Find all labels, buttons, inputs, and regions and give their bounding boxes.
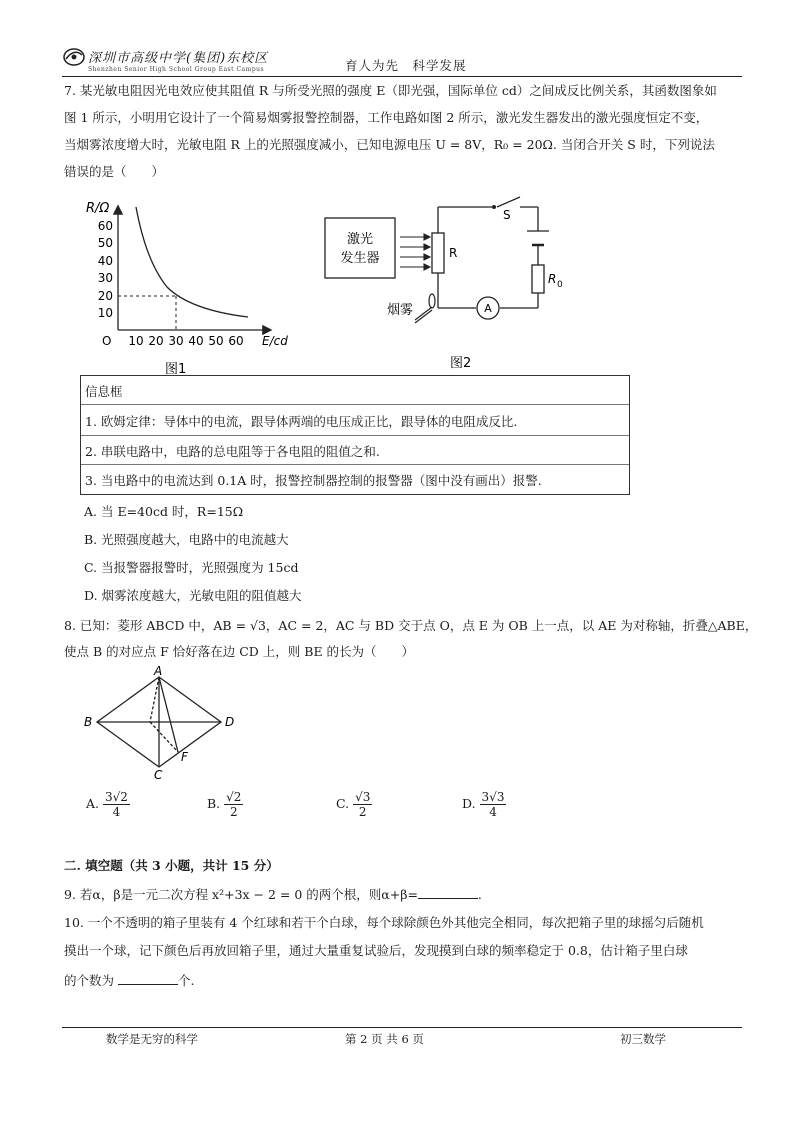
q8-line-2: 使点 B 的对应点 F 恰好落在边 CD 上，则 BE 的长为（ ） xyxy=(64,644,415,659)
school-name: 深圳市高级中学(集团)东校区 xyxy=(88,51,269,66)
q10-line-1: 10. 一个不透明的箱子里装有 4 个红球和若干个白球，每个球除颜色外其他完全相同，每次把箱子里的球摇匀后随机 xyxy=(64,915,704,930)
fig2-smoke-label: 烟雾 xyxy=(387,303,414,318)
q10-answer-blank[interactable] xyxy=(118,972,178,985)
header-rule xyxy=(62,76,742,77)
infobox-separator xyxy=(81,435,629,436)
fig2-photoresistor xyxy=(432,233,444,273)
rhombus-label-a: A xyxy=(154,665,163,678)
q8-option-a-den: 4 xyxy=(112,805,121,819)
q7-figure-2 xyxy=(320,195,580,375)
school-emblem-icon xyxy=(62,46,86,68)
school-logo xyxy=(62,46,86,68)
rhombus-label-b: B xyxy=(84,715,93,729)
header-motto: 育人为先 科学发展 xyxy=(345,58,467,73)
fig1-caption: 图1 xyxy=(165,362,187,377)
fig2-s-label: S xyxy=(503,208,511,222)
q7-option-b: B. 光照强度越大，电路中的电流越大 xyxy=(84,532,289,547)
infobox-item-3: 3. 当电路中的电流达到 0.1A 时，报警控制器控制的报警器（图中没有画出）报警. xyxy=(85,473,542,488)
fig1-ytick-20: 20 xyxy=(97,289,113,303)
rhombus-label-f: F xyxy=(181,750,188,764)
fold-line-ae xyxy=(150,677,159,722)
fig2-laser-text-2: 发生器 xyxy=(340,251,380,266)
fig2-caption: 图2 xyxy=(450,356,472,371)
fig2-r0-label: R xyxy=(548,272,557,286)
fig1-xtick-40: 40 xyxy=(188,334,204,348)
fig2-laser-box xyxy=(325,218,395,278)
q10-line-2: 摸出一个球，记下颜色后再放回箱子里，通过大量重复试验后，发现摸到白球的频率稳定于 0.8，估计箱子里白球 xyxy=(64,943,688,958)
q7-option-c: C. 当报警器报警时，光照强度为 15cd xyxy=(84,560,299,575)
fig2-r0-resistor xyxy=(532,265,544,293)
q8-option-c xyxy=(336,790,372,819)
q7-infobox xyxy=(80,375,630,495)
fig1-xtick-20: 20 xyxy=(148,334,164,348)
q8-option-a-num: 3√2 xyxy=(105,790,128,804)
q9-answer-blank[interactable] xyxy=(418,886,478,899)
q10-text-end: 个. xyxy=(177,973,195,988)
q8-line-1: 8. 已知：菱形 ABCD 中，AB = √3，AC = 2，AC 与 BD 交于点 O，点 E 为 OB 上一点，以 AE 为对称轴，折叠△ABE， xyxy=(64,618,758,633)
q7-option-d: D. 烟雾浓度越大，光敏电阻的阻值越大 xyxy=(84,588,302,603)
q8-option-d-label: D. xyxy=(462,796,476,811)
q8-option-c-num: √3 xyxy=(355,790,371,804)
fig2-battery xyxy=(527,231,549,245)
fig2-ammeter-label: A xyxy=(484,302,492,315)
q8-option-c-fraction xyxy=(353,790,372,819)
q7-option-a: A. 当 E=40cd 时，R=15Ω xyxy=(84,504,244,519)
fig2-laser-text-1: 激光 xyxy=(346,232,374,247)
q7-line-2: 图 1 所示，小明用它设计了一个简易烟雾报警控制器，工作电路如图 2 所示，激光发生器发出的激光强度恒定不变， xyxy=(64,110,709,125)
q8-option-d-num: 3√3 xyxy=(481,790,505,804)
q7-line-3: 当烟雾浓度增大时，光敏电阻 R 上的光照强度减小，已知电源电压 U = 8V，R₀ = 20Ω. 当闭合开关 S 时，下列说法 xyxy=(64,137,715,152)
infobox-item-1: 1. 欧姆定律：导体中的电流，跟导体两端的电压成正比，跟导体的电阻成反比. xyxy=(85,414,518,429)
fig1-ytick-40: 40 xyxy=(97,254,113,268)
fig2-laser-beams xyxy=(400,234,430,270)
fig1-xtick-10: 10 xyxy=(128,334,144,348)
fig2-switch-contact xyxy=(492,205,496,209)
q7-line-4: 错误的是（ ） xyxy=(64,164,165,179)
rhombus-label-c: C xyxy=(154,768,163,780)
fig1-ylabel: R/Ω xyxy=(86,201,110,216)
fig1-xtick-50: 50 xyxy=(208,334,224,348)
q8-option-b xyxy=(207,790,243,819)
q8-figure-rhombus xyxy=(80,665,250,780)
q7-figure-1 xyxy=(80,195,310,380)
q8-option-b-den: 2 xyxy=(229,805,238,819)
q8-option-d-den: 4 xyxy=(489,805,497,819)
fig1-ytick-10: 10 xyxy=(97,306,113,320)
fig1-ytick-30: 30 xyxy=(97,271,113,285)
school-name-en: Shenzhen Senior High School Group East Campus xyxy=(88,66,265,73)
q8-option-a-label: A. xyxy=(86,796,100,811)
q9-text: 9. 若α，β是一元二次方程 x²+3x − 2 = 0 的两个根，则α+β= xyxy=(64,887,418,902)
q7-line-1: 7. 某光敏电阻因光电效应使其阻值 R 与所受光照的强度 E（即光强，国际单位 cd）之间成反比例关系，其函数图象如 xyxy=(64,83,717,98)
fig1-origin: O xyxy=(102,334,112,348)
q8-option-c-label: C. xyxy=(336,796,350,811)
q8-option-a-fraction xyxy=(103,790,130,819)
q9-line xyxy=(64,886,482,904)
q8-option-a xyxy=(86,790,130,819)
fig2-r-label: R xyxy=(449,246,458,260)
fig1-ytick-60: 60 xyxy=(97,219,113,233)
footer-right: 初三数学 xyxy=(620,1032,666,1046)
rhombus-label-d: D xyxy=(225,715,235,729)
infobox-item-2: 2. 串联电路中，电路的总电阻等于各电阻的阻值之和. xyxy=(85,444,380,459)
q10-text: 的个数为 xyxy=(64,973,118,988)
fig1-xtick-30: 30 xyxy=(168,334,184,348)
infobox-separator xyxy=(81,464,629,465)
q8-option-b-num: √2 xyxy=(226,790,242,804)
q9-text-end: . xyxy=(477,887,482,902)
q8-option-d xyxy=(462,790,506,819)
footer-rule xyxy=(62,1027,742,1028)
section-2-title: 二. 填空题（共 3 小题，共计 15 分） xyxy=(64,858,279,873)
q8-option-d-fraction xyxy=(480,790,507,819)
footer-page-number: 第 2 页 共 6 页 xyxy=(345,1032,424,1046)
infobox-title: 信息框 xyxy=(85,384,123,399)
footer-left: 数学是无穷的科学 xyxy=(106,1032,198,1046)
fig2-r0-sub: 0 xyxy=(557,280,563,290)
q10-line-3 xyxy=(64,972,194,990)
q8-option-b-fraction xyxy=(224,790,243,819)
fig1-xtick-60: 60 xyxy=(228,334,244,348)
fig2-smoke-icon xyxy=(415,294,435,323)
fig1-curve xyxy=(136,207,248,317)
fig1-ytick-50: 50 xyxy=(97,236,113,250)
fig1-xlabel: E/cd xyxy=(262,334,288,348)
q8-option-b-label: B. xyxy=(207,796,221,811)
q8-option-c-den: 2 xyxy=(358,805,367,819)
infobox-separator xyxy=(81,404,629,405)
